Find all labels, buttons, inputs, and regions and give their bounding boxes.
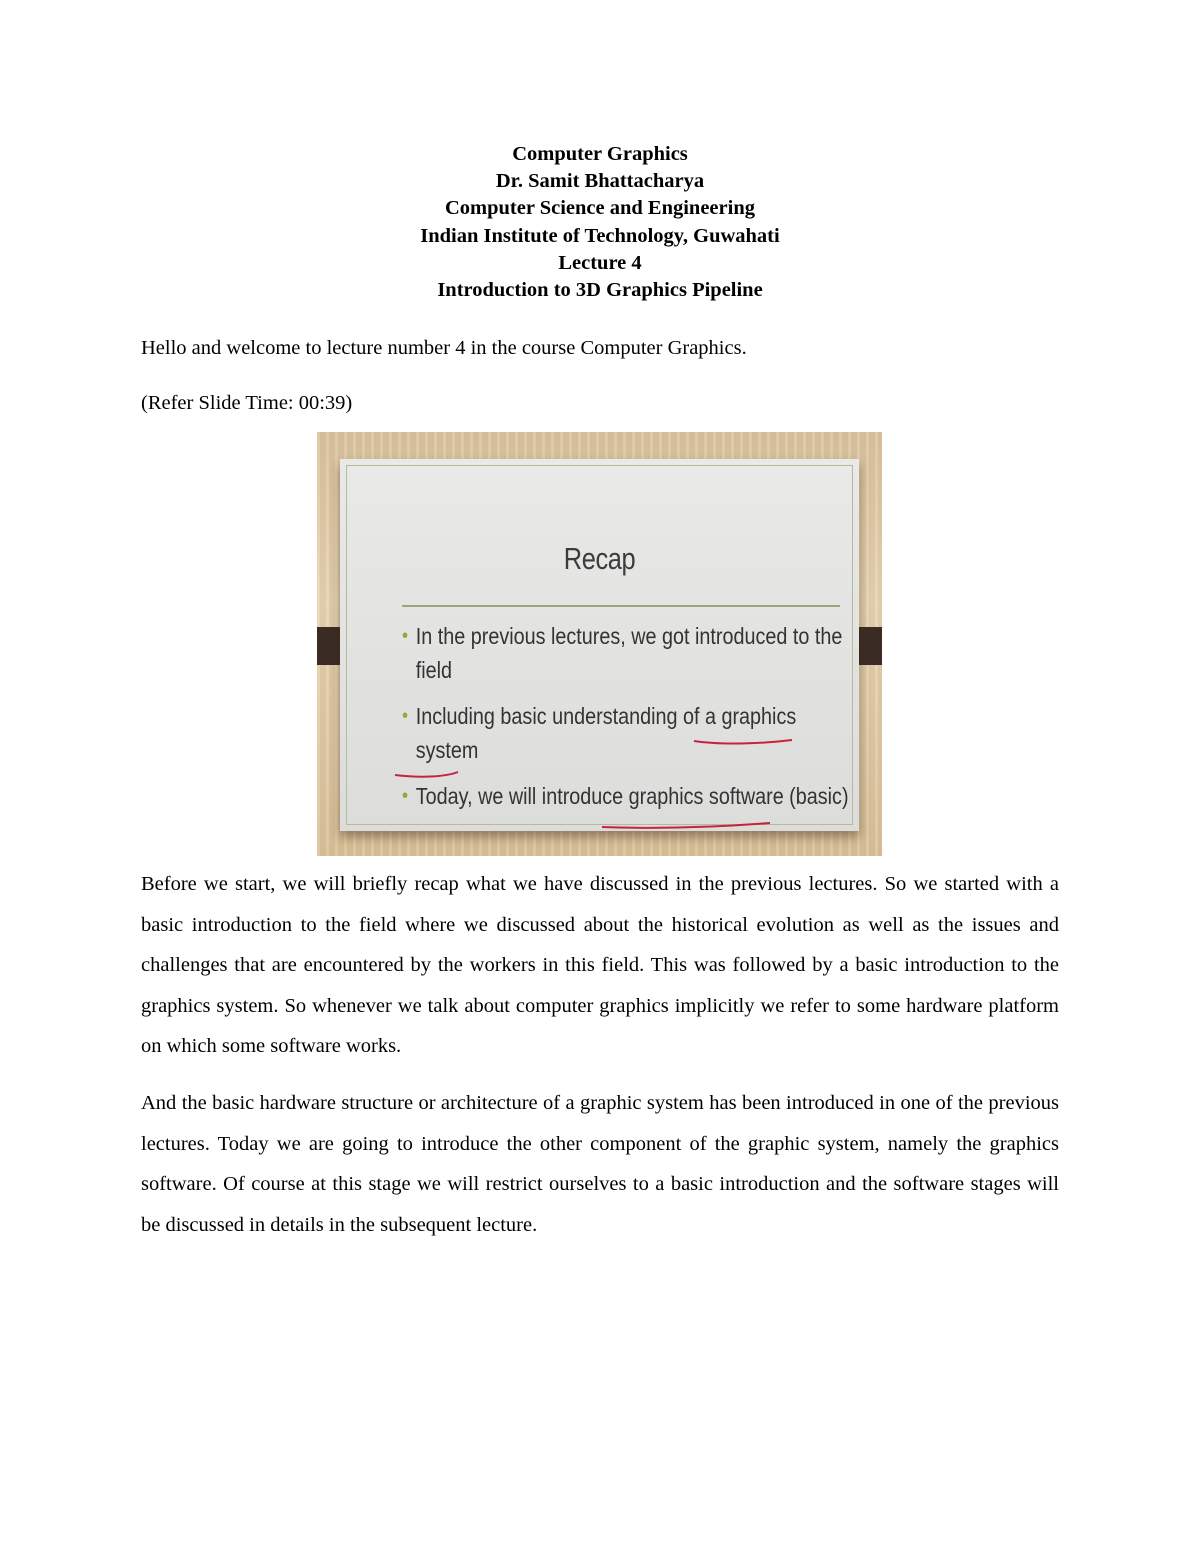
department-name: Computer Science and Engineering <box>445 197 755 220</box>
slide-title: Recap <box>563 541 636 576</box>
course-title: Computer Graphics <box>512 143 688 165</box>
lecture-header <box>0 141 1200 304</box>
underline-graphics-software-annotation <box>602 823 770 828</box>
lecture-topic: Introduction to 3D Graphics Pipeline <box>437 279 763 302</box>
slide-image <box>317 432 882 856</box>
institute-name: Indian Institute of Technology, Guwahati <box>420 224 780 247</box>
bullet-line: Today, we will introduce graphics software (basic) <box>415 783 849 809</box>
refer-slide-time: (Refer Slide Time: 00:39) <box>141 392 353 414</box>
bullet-line: system <box>415 737 479 763</box>
bullet-line: Including basic understanding of a graphics <box>415 703 797 729</box>
intro-paragraph: Hello and welcome to lecture number 4 in the course Computer Graphics. <box>141 337 747 359</box>
slide-annotations <box>340 459 859 831</box>
lecture-number: Lecture 4 <box>558 251 642 274</box>
slide-card <box>340 459 859 831</box>
bullet-dot-icon: • <box>402 785 409 807</box>
underline-graphics-annotation <box>694 740 792 744</box>
underline-system-annotation <box>395 772 458 777</box>
body-paragraph: And the basic hardware structure or architecture of a graphic system has been introduced in one of the previous lectures. Today we are going to introduce the other component of the graphic system, namely the graphics software. Of course at this stage we will restrict ourselves to a basic introduction and the software stages will be discussed in details in the subsequent lecture. <box>141 1092 1059 1236</box>
bullet-line: field <box>415 657 453 683</box>
bullet-line: In the previous lectures, we got introduced to the <box>415 623 843 649</box>
instructor-name: Dr. Samit Bhattacharya <box>495 170 705 193</box>
bullet-dot-icon: • <box>402 705 409 727</box>
bullet-dot-icon: • <box>402 625 409 647</box>
body-paragraph: Before we start, we will briefly recap what we have discussed in the previous lectures. So we started with a basic introduction to the field where we discussed about the historical evolution as well as the issues and challenges that are encountered by the workers in this field. This was followed by a basic introduction to the graphics system. So whenever we talk about computer graphics implicitly we refer to some hardware platform on which some software works. <box>141 873 1059 1057</box>
